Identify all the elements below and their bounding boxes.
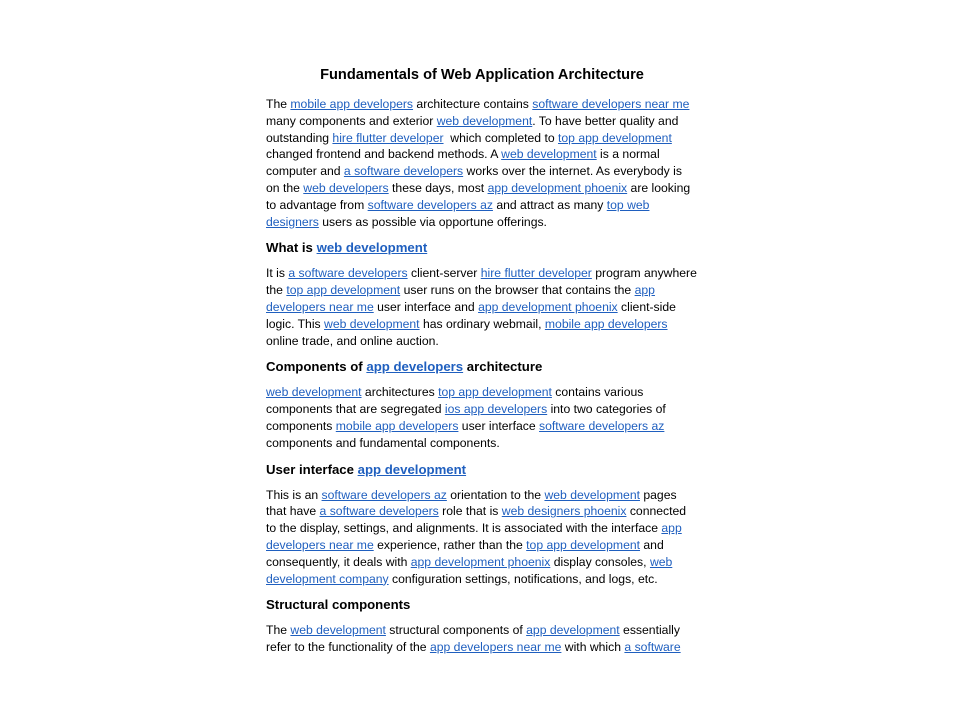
link-top-web-designers[interactable]: top web designers (266, 197, 650, 229)
text: changed frontend and backend methods. A (266, 147, 502, 162)
link-web-development-company[interactable]: web development company (266, 554, 673, 586)
user-interface-paragraph (266, 487, 698, 588)
text: . To have better quality and outstanding (266, 113, 679, 145)
text: display consoles, (550, 554, 650, 569)
text: into two categories of components (266, 402, 666, 433)
text: with which (561, 640, 625, 655)
text: client-side logic. This (266, 299, 676, 331)
text: is a normal computer and (266, 147, 660, 179)
heading-link-app-development[interactable]: app development (357, 461, 467, 477)
text: which completed to (443, 130, 559, 145)
text: connected to the display, settings, and alignments. It is associated with the interface (266, 504, 687, 536)
text: role that is (438, 504, 502, 519)
text: and consequently, it deals with (266, 537, 664, 569)
link-mobile-app-developers[interactable]: mobile app developers (335, 418, 459, 433)
heading-structural-components: Structural components (266, 597, 411, 613)
text: architectures (361, 385, 439, 400)
link-top-app-development[interactable]: top app development (526, 537, 641, 552)
what-is-paragraph (266, 265, 698, 349)
text: users as possible via opportune offerings. (318, 214, 547, 229)
text: user runs on the browser that contains the (400, 283, 635, 298)
link-software-developers-az[interactable]: software developers az (367, 197, 493, 212)
link-web-development[interactable]: web development (290, 623, 386, 638)
intro-paragraph (266, 96, 698, 230)
text: This is an (266, 487, 322, 502)
link-web-development[interactable]: web development (436, 113, 533, 128)
link-a-software-developers[interactable]: a software developers (319, 504, 439, 519)
text: program anywhere the (266, 266, 697, 298)
text: The (266, 97, 291, 111)
link-app-developers-near-me[interactable]: app developers near me (266, 283, 655, 314)
heading-link-app-developers[interactable]: app developers (366, 359, 464, 375)
link-a-software[interactable]: a software (624, 640, 681, 655)
link-software-developers-az[interactable]: software developers az (321, 487, 447, 502)
document-title: Fundamentals of Web Application Architecture (320, 67, 644, 83)
document-page (266, 64, 698, 664)
text: user interface and (373, 299, 479, 314)
link-a-software-developers[interactable]: a software developers (288, 266, 408, 281)
link-app-development[interactable]: app development (526, 623, 620, 638)
text: client-server (407, 266, 481, 281)
text: orientation to the (446, 487, 545, 502)
text: configuration settings, notifications, and logs, etc. (388, 571, 658, 586)
link-app-development-phoenix[interactable]: app development phoenix (410, 554, 551, 569)
text: essentially refer to the functionality of the (266, 623, 680, 655)
text: online trade, and online auction. (266, 333, 439, 348)
text: are looking to advantage from (266, 180, 691, 212)
text: pages that have (266, 487, 677, 519)
heading-user-interface (266, 460, 698, 479)
heading-text: Components of (266, 359, 367, 375)
link-a-software-developers[interactable]: a software developers (343, 164, 464, 179)
text: many components and exterior (266, 113, 437, 128)
link-top-app-development[interactable]: top app development (438, 385, 552, 400)
link-app-developers-near-me[interactable]: app developers near me (266, 521, 682, 552)
heading-text: User interface (266, 461, 358, 477)
structural-paragraph (266, 622, 698, 656)
text: contains various components that are segregated (266, 385, 644, 417)
link-app-developers-near-me[interactable]: app developers near me (429, 640, 562, 655)
text: these days, most (388, 180, 488, 195)
link-app-development-phoenix[interactable]: app development phoenix (478, 299, 618, 314)
link-ios-app-developers[interactable]: ios app developers (444, 402, 548, 417)
text: user interface (458, 418, 540, 433)
link-web-development[interactable]: web development (501, 147, 597, 162)
link-software-developers-near-me[interactable]: software developers near me (532, 97, 690, 111)
link-hire-flutter-developer[interactable]: hire flutter developer (332, 130, 444, 145)
components-paragraph (266, 384, 698, 451)
heading-text: What is (266, 240, 317, 256)
text: It is (266, 266, 289, 281)
text: has ordinary webmail, (419, 316, 545, 331)
text: and attract as many (492, 197, 607, 212)
link-web-developers[interactable]: web developers (303, 180, 389, 195)
link-hire-flutter-developer[interactable]: hire flutter developer (480, 266, 592, 281)
link-mobile-app-developers[interactable]: mobile app developers (544, 316, 668, 331)
heading-what-is (266, 238, 698, 257)
text: The (266, 623, 291, 638)
text: works over the internet. As everybody is on the (266, 164, 682, 195)
heading-link-web-development[interactable]: web development (316, 240, 428, 256)
link-web-development[interactable]: web development (544, 487, 640, 502)
link-software-developers-az[interactable]: software developers az (539, 418, 665, 433)
heading-components (266, 357, 698, 376)
link-web-designers-phoenix[interactable]: web designers phoenix (501, 504, 627, 519)
link-top-app-development[interactable]: top app development (286, 283, 401, 298)
text: experience, rather than the (373, 537, 527, 552)
link-app-development-phoenix[interactable]: app development phoenix (487, 180, 628, 195)
heading-text: architecture (463, 359, 543, 375)
link-mobile-app-developers[interactable]: mobile app developers (290, 97, 414, 111)
text: structural components of (385, 623, 527, 638)
link-web-development[interactable]: web development (266, 385, 362, 400)
link-web-development[interactable]: web development (324, 316, 420, 331)
text: architecture contains (413, 97, 533, 111)
link-top-app-development[interactable]: top app development (558, 130, 672, 145)
text: components and fundamental components. (266, 435, 500, 450)
